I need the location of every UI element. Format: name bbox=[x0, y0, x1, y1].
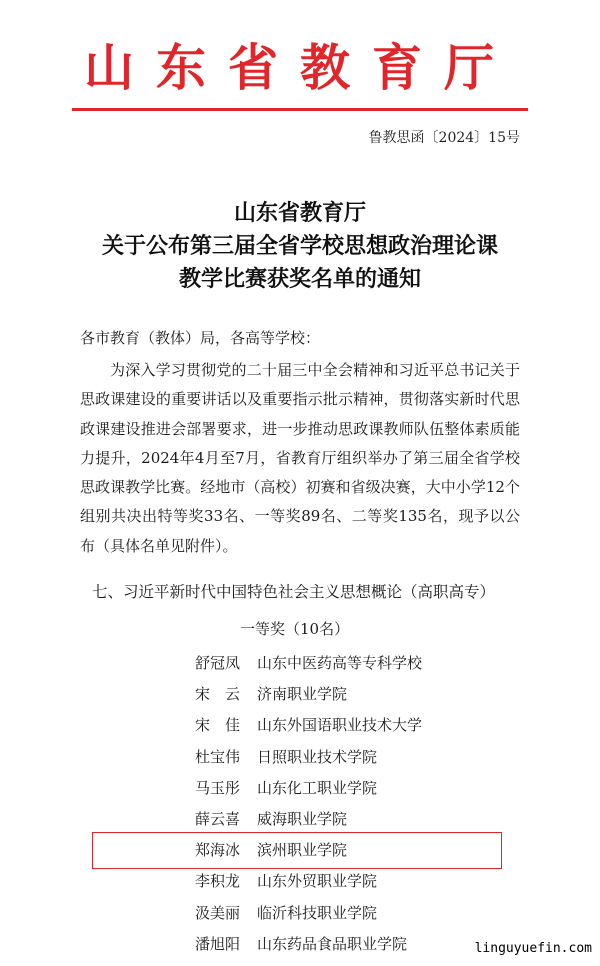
watermark-text: linguyuefin.com bbox=[474, 941, 592, 956]
winner-name: 郑海冰 bbox=[195, 841, 241, 860]
winner-row bbox=[195, 928, 422, 959]
winner-school: 山东中医药高等专科学校 bbox=[257, 654, 423, 673]
winner-name: 马玉彤 bbox=[195, 778, 241, 797]
winner-row bbox=[195, 709, 422, 740]
body-paragraph: 为深入学习贯彻党的二十届三中全会精神和习近平总书记关于思政课建设的重要讲话以及重要指示批示精神，贯彻落实新时代思政课建设推进会部署要求，进一步推动思政课教师队伍整体素质能力提升，2024年4月至7月，省教育厅组织举办了第三届全省学校思政课教学比赛。经地市（高校）初赛和省级决赛，大中小学12个组别共决出特等奖33名、一等奖89名、二等奖135名，现予以公布（具体名单见附件）。 bbox=[80, 361, 520, 555]
document-title bbox=[0, 197, 600, 296]
winner-school: 山东化工职业学院 bbox=[257, 778, 378, 797]
winner-row bbox=[195, 741, 422, 772]
winner-name: 宋 云 bbox=[195, 685, 241, 704]
section-heading: 七、习近平新时代中国特色社会主义思想概论（高职高专） bbox=[92, 583, 496, 601]
highlight-box bbox=[92, 832, 502, 869]
award-heading: 一等奖（10名） bbox=[240, 620, 350, 638]
winner-row bbox=[195, 865, 422, 896]
winner-row bbox=[195, 647, 422, 678]
winner-school: 滨州职业学院 bbox=[257, 841, 348, 860]
winner-row bbox=[195, 803, 422, 834]
masthead-title: 山东省教育厅 bbox=[84, 39, 516, 97]
winner-row bbox=[195, 772, 422, 803]
winner-name: 李积龙 bbox=[195, 872, 241, 891]
winner-name: 杜宝伟 bbox=[195, 747, 241, 766]
winner-row bbox=[195, 897, 422, 928]
title-line-2: 关于公布第三届全省学校思想政治理论课 bbox=[101, 233, 498, 259]
winner-school: 济南职业学院 bbox=[257, 685, 348, 704]
winner-name: 薛云喜 bbox=[195, 810, 241, 829]
winner-school: 日照职业技术学院 bbox=[257, 747, 378, 766]
winner-school: 山东外贸职业学院 bbox=[257, 872, 378, 891]
masthead-red-rule bbox=[72, 108, 528, 111]
winner-row bbox=[195, 678, 422, 709]
winner-name: 宋 佳 bbox=[195, 716, 241, 735]
title-line-1: 山东省教育厅 bbox=[233, 200, 366, 226]
winner-school: 临沂科技职业学院 bbox=[257, 903, 378, 922]
winner-name: 汲美丽 bbox=[195, 903, 241, 922]
winner-school: 威海职业学院 bbox=[257, 810, 348, 829]
winner-school: 山东药品食品职业学院 bbox=[257, 934, 408, 953]
winner-name: 潘旭阳 bbox=[195, 934, 241, 953]
salutation: 各市教育（教体）局，各高等学校： bbox=[80, 329, 321, 347]
winner-school: 山东外国语职业技术大学 bbox=[257, 716, 423, 735]
winner-name: 舒冠凤 bbox=[195, 654, 241, 673]
winner-list bbox=[195, 647, 422, 959]
title-line-3: 教学比赛获奖名单的通知 bbox=[178, 266, 421, 292]
document-number: 鲁教思函〔2024〕15号 bbox=[368, 130, 520, 146]
